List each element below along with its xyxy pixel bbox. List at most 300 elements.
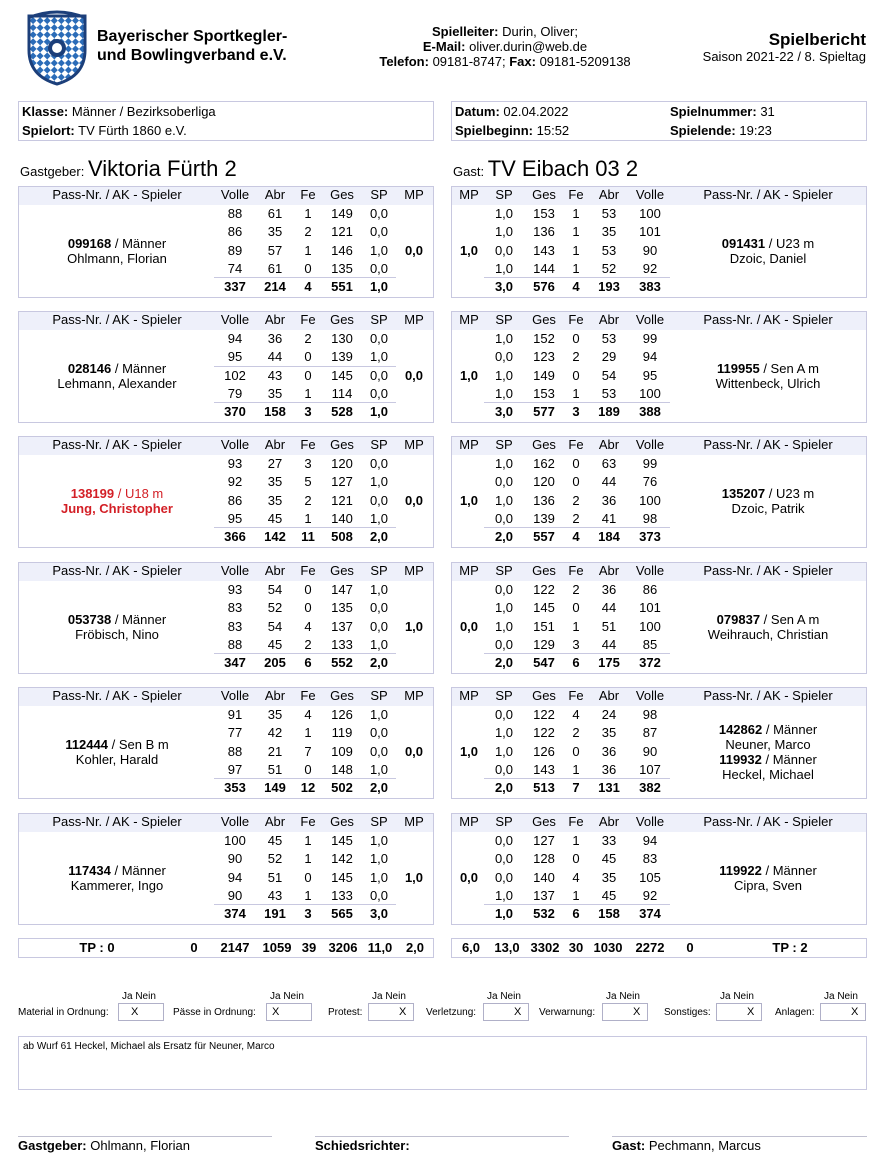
total-cell: 184 <box>598 529 620 545</box>
score-cell: 36 <box>601 582 617 597</box>
pass-number: 028146 <box>67 360 112 376</box>
score-cell: 4 <box>572 869 580 885</box>
score-cell: 119 <box>331 725 353 741</box>
total-divider <box>214 904 396 905</box>
score-cell: 121 <box>331 492 353 508</box>
score-cell: 94 <box>642 349 658 365</box>
score-cell: 42 <box>267 725 283 741</box>
column-header-player: Pass-Nr. / AK - Spieler <box>52 563 182 578</box>
total-cell: 131 <box>598 780 620 796</box>
match-class-box: Klasse: Männer / Bezirksoberliga Spielort: TV Fürth 1860 e.V. <box>18 101 434 141</box>
score-cell: 122 <box>533 725 555 741</box>
column-header-abr: Abr <box>264 814 286 829</box>
score-cell: 54 <box>267 582 283 597</box>
score-cell: 1 <box>304 833 312 848</box>
score-cell: 107 <box>639 761 661 777</box>
check-box[interactable] <box>266 1003 312 1021</box>
player-info <box>18 737 216 767</box>
pass-line <box>670 486 866 501</box>
score-cell: 0,0 <box>494 851 514 867</box>
total-cell: 7 <box>572 780 580 796</box>
score-cell: 1 <box>304 725 312 741</box>
total-cell: 366 <box>224 529 246 545</box>
pass-line <box>18 612 216 627</box>
check-box[interactable] <box>820 1003 866 1021</box>
score-cell: 148 <box>331 761 353 777</box>
match-points: 1,0 <box>459 492 479 508</box>
column-header-sp: SP <box>370 563 388 578</box>
column-header-abr: Abr <box>598 312 620 327</box>
total-cell: 502 <box>331 780 353 796</box>
score-cell: 149 <box>331 206 353 221</box>
score-cell: 0,0 <box>369 331 389 346</box>
player-info <box>18 236 216 266</box>
column-header-mp: MP <box>404 437 424 452</box>
pass-number: 053738 <box>67 611 112 627</box>
score-cell: 95 <box>227 349 243 365</box>
column-header-player: Pass-Nr. / AK - Spieler <box>703 563 833 578</box>
score-cell: 152 <box>533 331 555 346</box>
total-cell: 551 <box>331 279 353 295</box>
score-cell: 0,0 <box>494 349 514 365</box>
score-cell: 1,0 <box>494 725 514 741</box>
ja-nein-label: Ja Nein <box>720 991 754 1002</box>
total-cell: 2,0 <box>369 655 389 671</box>
score-cell: 2 <box>572 492 580 508</box>
player-name: Ohlmann, Florian <box>67 250 167 266</box>
score-cell: 0 <box>572 851 580 867</box>
column-header-fe: Fe <box>568 312 584 327</box>
pass-number: 119955 <box>717 360 760 376</box>
score-cell: 100 <box>639 206 661 221</box>
match-points: 1,0 <box>459 367 479 383</box>
match-points: 0,0 <box>404 492 424 508</box>
score-cell: 121 <box>331 224 353 240</box>
score-cell: 52 <box>601 260 617 276</box>
column-header-sp: SP <box>495 563 513 578</box>
score-cell: 122 <box>533 707 555 722</box>
score-cell: 44 <box>601 636 617 652</box>
score-cell: 57 <box>267 242 283 258</box>
player-name: Fröbisch, Nino <box>75 626 159 642</box>
score-cell: 105 <box>639 869 661 885</box>
bskv-logo <box>26 10 88 86</box>
score-cell: 83 <box>227 618 243 634</box>
score-cell: 139 <box>331 349 353 365</box>
column-header-fe: Fe <box>300 312 316 327</box>
score-cell: 143 <box>533 242 555 258</box>
email-link[interactable]: oliver.durin@web.de <box>469 39 588 54</box>
score-cell: 7 <box>304 743 312 759</box>
home-team-heading: Gastgeber: Viktoria Fürth 2 <box>20 156 237 181</box>
score-cell: 51 <box>601 618 617 634</box>
score-cell: 1 <box>572 761 580 777</box>
score-cell: 130 <box>331 331 353 346</box>
score-cell: 1 <box>572 206 580 221</box>
score-cell: 0,0 <box>369 385 389 401</box>
score-cell: 133 <box>331 887 353 903</box>
score-cell: 74 <box>227 260 243 276</box>
total-cell: 383 <box>639 279 661 295</box>
total-cell: 3 <box>304 906 312 922</box>
score-cell: 90 <box>227 851 243 867</box>
score-cell: 0 <box>304 349 312 365</box>
score-cell: 1,0 <box>369 582 389 597</box>
check-mark: X <box>633 1006 641 1018</box>
check-box[interactable] <box>602 1003 648 1021</box>
column-header-ges: Ges <box>532 688 556 703</box>
match-points: 0,0 <box>459 618 479 634</box>
player-name: Kohler, Harald <box>75 751 159 767</box>
score-cell: 133 <box>331 636 353 652</box>
pass-line <box>670 752 866 767</box>
total-cell: 4 <box>572 279 580 295</box>
home-signature: Gastgeber: Ohlmann, Florian <box>18 1138 190 1153</box>
match-points: 1,0 <box>404 618 424 634</box>
score-cell: 35 <box>601 869 617 885</box>
score-cell: 144 <box>533 260 555 276</box>
score-cell: 86 <box>227 492 243 508</box>
score-cell: 53 <box>601 206 617 221</box>
guest-signature: Gast: Pechmann, Marcus <box>612 1138 761 1153</box>
player-info <box>18 486 216 516</box>
column-header-volle: Volle <box>635 688 665 703</box>
referee-signature-line <box>315 1136 569 1137</box>
check-mark: X <box>131 1006 139 1018</box>
age-class: / Männer <box>111 611 167 627</box>
score-cell: 27 <box>267 456 283 471</box>
age-class: / Männer <box>110 862 166 878</box>
total-cell: 557 <box>533 529 555 545</box>
score-cell: 0,0 <box>369 367 389 383</box>
match-points: 0,0 <box>404 367 424 383</box>
column-header-ges: Ges <box>532 437 556 452</box>
total-divider <box>484 778 670 779</box>
score-cell: 1 <box>304 510 312 526</box>
score-cell: 140 <box>533 869 555 885</box>
column-header-mp: MP <box>404 187 424 202</box>
score-cell: 1,0 <box>369 636 389 652</box>
pass-line <box>670 361 866 376</box>
pass-number: 099168 <box>67 235 112 251</box>
check-box[interactable] <box>368 1003 414 1021</box>
score-cell: 94 <box>642 833 658 848</box>
total-cell: 2,0 <box>369 780 389 796</box>
score-cell: 100 <box>639 618 661 634</box>
score-cell: 145 <box>331 367 353 383</box>
score-cell: 29 <box>601 349 617 365</box>
column-header-volle: Volle <box>635 563 665 578</box>
guest-tp: TP : 2 <box>772 940 808 955</box>
score-cell: 61 <box>267 260 283 276</box>
column-header-fe: Fe <box>568 688 584 703</box>
score-cell: 0,0 <box>369 492 389 508</box>
column-header-ges: Ges <box>330 688 354 703</box>
score-cell: 101 <box>639 600 661 616</box>
score-cell: 4 <box>572 707 580 722</box>
column-header-ges: Ges <box>532 187 556 202</box>
score-cell: 88 <box>227 743 243 759</box>
check-label: Protest: <box>328 1007 363 1018</box>
total-cell: 547 <box>533 655 555 671</box>
score-cell: 53 <box>601 385 617 401</box>
score-cell: 0 <box>572 474 580 490</box>
score-cell: 135 <box>331 600 353 616</box>
score-cell: 143 <box>533 761 555 777</box>
score-cell: 0,0 <box>494 582 514 597</box>
player-name: Dzoic, Patrik <box>731 500 805 516</box>
score-cell: 149 <box>533 367 555 383</box>
score-cell: 126 <box>331 707 353 722</box>
score-cell: 1,0 <box>369 851 389 867</box>
check-box[interactable] <box>118 1003 164 1021</box>
score-cell: 2 <box>572 582 580 597</box>
column-header-abr: Abr <box>264 187 286 202</box>
pass-number: 135207 <box>721 485 766 501</box>
score-cell: 0,0 <box>494 636 514 652</box>
score-cell: 36 <box>601 492 617 508</box>
guest-totals: 6,0 13,0 3302 30 1030 2272 0 TP : 2 <box>451 938 867 958</box>
total-cell: 3,0 <box>369 906 389 922</box>
remarks-box[interactable] <box>18 1036 867 1090</box>
column-header-mp: MP <box>459 688 479 703</box>
column-header-fe: Fe <box>300 688 316 703</box>
score-cell: 153 <box>533 206 555 221</box>
score-cell: 1,0 <box>494 260 514 276</box>
age-class: / U18 m <box>114 485 164 501</box>
total-cell: 4 <box>572 529 580 545</box>
score-cell: 52 <box>267 851 283 867</box>
score-cell: 1 <box>572 887 580 903</box>
column-header-mp: MP <box>459 437 479 452</box>
match-time-box: Datum: 02.04.2022 Spielbeginn: 15:52 Spielnummer: 31 Spielende: 19:23 <box>451 101 867 141</box>
score-cell: 3 <box>304 456 312 471</box>
score-cell: 89 <box>227 242 243 258</box>
total-cell: 552 <box>331 655 353 671</box>
check-mark: X <box>272 1006 280 1018</box>
score-cell: 0 <box>304 600 312 616</box>
total-cell: 2,0 <box>494 529 514 545</box>
age-class: / Männer <box>761 862 817 878</box>
total-divider <box>484 402 670 403</box>
total-divider <box>484 277 670 278</box>
referee-signature: Schiedsrichter: <box>315 1138 410 1153</box>
column-header-abr: Abr <box>598 437 620 452</box>
score-cell: 128 <box>533 851 555 867</box>
player-name: Jung, Christopher <box>61 500 173 516</box>
column-header-abr: Abr <box>264 563 286 578</box>
pass-line <box>670 612 866 627</box>
total-cell: 189 <box>598 404 620 420</box>
score-cell: 79 <box>227 385 243 401</box>
column-header-player: Pass-Nr. / AK - Spieler <box>703 187 833 202</box>
home-totals: TP : 0 0 2147 1059 39 3206 11,0 2,0 <box>18 938 434 958</box>
column-header-abr: Abr <box>264 688 286 703</box>
column-header-player: Pass-Nr. / AK - Spieler <box>52 187 182 202</box>
score-cell: 99 <box>642 456 658 471</box>
score-cell: 43 <box>267 367 283 383</box>
player-info <box>670 612 866 642</box>
column-header-sp: SP <box>370 187 388 202</box>
score-cell: 1 <box>572 618 580 634</box>
score-cell: 95 <box>227 510 243 526</box>
player-name: Heckel, Michael <box>722 766 814 782</box>
score-cell: 142 <box>331 851 353 867</box>
score-cell: 44 <box>601 474 617 490</box>
column-header-ges: Ges <box>532 814 556 829</box>
total-cell: 6 <box>304 655 312 671</box>
score-cell: 0 <box>304 367 312 383</box>
ja-nein-label: Ja Nein <box>487 991 521 1002</box>
total-cell: 337 <box>224 279 246 295</box>
score-cell: 100 <box>224 833 246 848</box>
score-cell: 1,0 <box>369 349 389 365</box>
column-header-player: Pass-Nr. / AK - Spieler <box>52 437 182 452</box>
total-divider <box>214 277 396 278</box>
score-cell: 54 <box>267 618 283 634</box>
total-cell: 513 <box>533 780 555 796</box>
column-header-mp: MP <box>404 688 424 703</box>
pass-number: 117434 <box>68 862 111 878</box>
score-cell: 2 <box>304 331 312 346</box>
score-cell: 0,0 <box>494 707 514 722</box>
total-cell: 374 <box>639 906 661 922</box>
score-cell: 0,0 <box>369 887 389 903</box>
total-cell: 370 <box>224 404 246 420</box>
score-cell: 0,0 <box>369 260 389 276</box>
column-header-volle: Volle <box>635 312 665 327</box>
score-cell: 1,0 <box>494 618 514 634</box>
total-cell: 193 <box>598 279 620 295</box>
score-cell: 88 <box>227 636 243 652</box>
score-cell: 45 <box>601 887 617 903</box>
pass-number: 119922 <box>719 862 762 878</box>
score-cell: 94 <box>227 869 243 885</box>
score-cell: 1,0 <box>369 761 389 777</box>
total-cell: 158 <box>598 906 620 922</box>
ja-nein-label: Ja Nein <box>270 991 304 1002</box>
score-cell: 4 <box>304 707 312 722</box>
score-cell: 0,0 <box>494 510 514 526</box>
total-cell: 142 <box>264 529 286 545</box>
total-cell: 1,0 <box>369 404 389 420</box>
score-cell: 0,0 <box>369 456 389 471</box>
score-cell: 2 <box>304 492 312 508</box>
score-cell: 36 <box>601 743 617 759</box>
column-header-player: Pass-Nr. / AK - Spieler <box>703 814 833 829</box>
score-cell: 2 <box>572 725 580 741</box>
score-cell: 126 <box>533 743 555 759</box>
total-cell: 205 <box>264 655 286 671</box>
score-cell: 41 <box>601 510 617 526</box>
player-info <box>670 486 866 516</box>
score-cell: 45 <box>267 833 283 848</box>
score-cell: 0,0 <box>369 206 389 221</box>
total-divider <box>214 653 396 654</box>
score-cell: 0,0 <box>494 242 514 258</box>
column-header-volle: Volle <box>635 437 665 452</box>
check-box[interactable] <box>716 1003 762 1021</box>
score-cell: 90 <box>642 743 658 759</box>
score-cell: 45 <box>267 636 283 652</box>
score-cell: 35 <box>601 224 617 240</box>
remarks-text: ab Wurf 61 Heckel, Michael als Ersatz für Neuner, Marco <box>23 1041 275 1052</box>
score-cell: 2 <box>572 510 580 526</box>
score-cell: 0 <box>304 582 312 597</box>
total-cell: 149 <box>264 780 286 796</box>
match-points: 1,0 <box>459 743 479 759</box>
score-cell: 1,0 <box>494 743 514 759</box>
column-header-sp: SP <box>495 688 513 703</box>
score-cell: 83 <box>227 600 243 616</box>
column-header-fe: Fe <box>300 814 316 829</box>
score-cell: 2 <box>572 349 580 365</box>
age-class: / Sen A m <box>760 611 820 627</box>
column-header-fe: Fe <box>300 563 316 578</box>
match-points: 0,0 <box>404 242 424 258</box>
column-header-sp: SP <box>370 437 388 452</box>
score-cell: 2 <box>304 224 312 240</box>
score-cell: 1 <box>304 385 312 401</box>
total-divider <box>214 402 396 403</box>
column-header-volle: Volle <box>220 688 250 703</box>
check-label: Verwarnung: <box>539 1007 596 1018</box>
score-cell: 1,0 <box>369 869 389 885</box>
total-cell: 382 <box>639 780 661 796</box>
score-cell: 88 <box>227 206 243 221</box>
column-header-sp: SP <box>370 688 388 703</box>
score-cell: 35 <box>267 474 283 490</box>
total-cell: 6 <box>572 655 580 671</box>
score-cell: 36 <box>267 331 283 346</box>
total-cell: 565 <box>331 906 353 922</box>
player-name: Wittenbeck, Ulrich <box>715 375 821 391</box>
pass-line <box>670 722 866 737</box>
score-cell: 35 <box>267 385 283 401</box>
match-points: 1,0 <box>459 242 479 258</box>
score-cell: 123 <box>533 349 555 365</box>
column-header-player: Pass-Nr. / AK - Spieler <box>52 814 182 829</box>
total-divider <box>484 527 670 528</box>
score-cell: 1 <box>304 851 312 867</box>
score-cell: 92 <box>227 474 243 490</box>
score-cell: 0,0 <box>494 761 514 777</box>
player-name: Weihrauch, Christian <box>707 626 829 642</box>
column-header-ges: Ges <box>330 814 354 829</box>
score-cell: 1 <box>304 206 312 221</box>
score-cell: 1,0 <box>369 242 389 258</box>
pass-line <box>18 361 216 376</box>
player-info <box>670 722 866 752</box>
total-cell: 347 <box>224 655 246 671</box>
score-cell: 137 <box>331 618 353 634</box>
check-mark: X <box>851 1006 859 1018</box>
column-header-mp: MP <box>459 312 479 327</box>
column-header-volle: Volle <box>635 187 665 202</box>
score-cell: 99 <box>642 331 658 346</box>
check-box[interactable] <box>483 1003 529 1021</box>
column-header-abr: Abr <box>598 563 620 578</box>
score-cell: 1,0 <box>494 492 514 508</box>
score-cell: 0,0 <box>494 833 514 848</box>
score-cell: 35 <box>267 492 283 508</box>
score-cell: 0,0 <box>494 869 514 885</box>
score-cell: 83 <box>642 851 658 867</box>
score-cell: 0 <box>572 600 580 616</box>
column-header-fe: Fe <box>300 437 316 452</box>
score-cell: 153 <box>533 385 555 401</box>
score-cell: 98 <box>642 510 658 526</box>
